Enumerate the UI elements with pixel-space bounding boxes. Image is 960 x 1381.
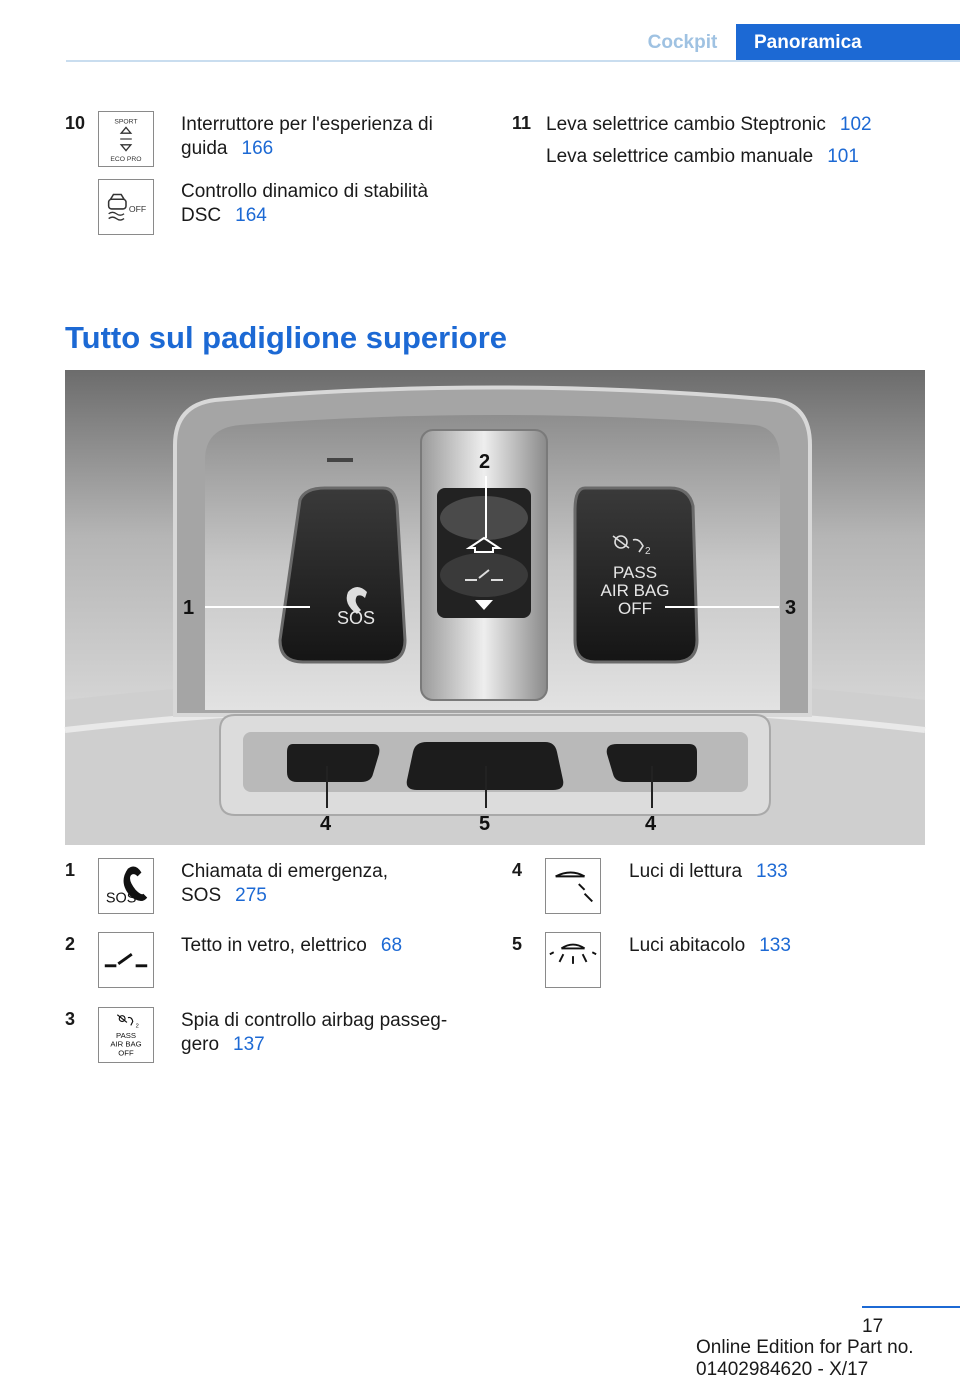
edition-note: Online Edition for Part no. 01402984620 - X/17 bbox=[696, 1337, 914, 1380]
item-number: 10 bbox=[65, 113, 86, 133]
icon-label: SOS bbox=[105, 890, 137, 907]
legend-text: Spia di controllo airbag passeg-gero bbox=[181, 1010, 448, 1055]
tab-panoramica[interactable]: Panoramica bbox=[736, 24, 960, 62]
legend-text: Luci abitacolo bbox=[629, 935, 746, 956]
legend-description bbox=[181, 860, 471, 908]
icon-label: ECO PRO bbox=[110, 156, 142, 164]
legend-description bbox=[181, 934, 471, 958]
legend-number: 1 bbox=[65, 860, 76, 880]
sunroof-icon bbox=[98, 932, 154, 988]
legend-number: 3 bbox=[65, 1009, 76, 1029]
legend-text: Tetto in vetro, elettrico bbox=[181, 935, 367, 956]
legend-number: 4 bbox=[512, 860, 523, 880]
icon-label: SPORT bbox=[114, 118, 138, 126]
item-number: 11 bbox=[512, 113, 532, 133]
icon-label: AIR BAG bbox=[110, 1039, 142, 1049]
item-description bbox=[546, 113, 926, 137]
airbag-sub-label: 2 bbox=[645, 546, 651, 557]
page-reference-link[interactable]: 133 bbox=[756, 861, 788, 882]
icon-label: OFF bbox=[118, 1048, 134, 1058]
callout-number: 3 bbox=[785, 597, 797, 619]
airbag-label-line: PASS bbox=[612, 563, 658, 582]
reading-light-icon bbox=[545, 858, 601, 914]
page-reference-link[interactable]: 101 bbox=[827, 146, 859, 167]
legend-text: Chiamata di emergenza, SOS bbox=[181, 861, 388, 906]
sos-button-label: SOS bbox=[337, 608, 376, 628]
page-reference-link[interactable]: 102 bbox=[839, 114, 872, 135]
callout-number: 1 bbox=[183, 597, 195, 619]
overhead-console-photo bbox=[65, 370, 925, 845]
airbag-label-line: OFF bbox=[618, 599, 652, 618]
page-reference-link[interactable]: 137 bbox=[233, 1034, 265, 1055]
passenger-airbag-off-icon bbox=[98, 1007, 154, 1063]
item-text: Controllo dinamico di stabilità DSC bbox=[181, 181, 429, 226]
page-reference-link[interactable]: 133 bbox=[759, 935, 791, 956]
legend-number: 2 bbox=[65, 934, 76, 954]
legend-description bbox=[181, 1009, 471, 1057]
item-description bbox=[546, 145, 926, 169]
legend-number: 5 bbox=[512, 934, 523, 954]
item-description bbox=[181, 113, 471, 161]
item-description bbox=[181, 180, 471, 228]
tab-cockpit[interactable]: Cockpit bbox=[647, 32, 718, 53]
callout-number: 4 bbox=[645, 813, 657, 835]
legend-description bbox=[629, 934, 929, 958]
footer-rule bbox=[862, 1306, 960, 1308]
page-reference-link[interactable]: 166 bbox=[241, 138, 274, 159]
callout-number: 4 bbox=[320, 813, 332, 835]
header-rule bbox=[66, 60, 960, 62]
item-text: Leva selettrice cambio Steptronic bbox=[546, 114, 826, 135]
item-text: Leva selettrice cambio manuale bbox=[546, 146, 814, 167]
callout-number: 2 bbox=[479, 451, 491, 473]
sos-icon bbox=[98, 858, 154, 914]
icon-label: 2 bbox=[135, 1023, 139, 1030]
page-number: 17 bbox=[862, 1316, 884, 1337]
page-reference-link[interactable]: 68 bbox=[380, 935, 403, 956]
dsc-off-icon bbox=[98, 179, 154, 235]
section-title: Tutto sul padiglione superiore bbox=[65, 320, 508, 355]
page-reference-link[interactable]: 275 bbox=[235, 885, 267, 906]
airbag-label-line: AIR BAG bbox=[600, 581, 670, 600]
legend-description bbox=[629, 860, 929, 884]
item-text: Interruttore per l'esperienza di guida bbox=[181, 114, 433, 159]
icon-label: PASS bbox=[116, 1030, 136, 1040]
icon-label: OFF bbox=[128, 203, 147, 214]
interior-light-icon bbox=[545, 932, 601, 988]
sport-eco-pro-icon bbox=[98, 111, 154, 167]
page-reference-link[interactable]: 164 bbox=[235, 205, 267, 226]
legend-text: Luci di lettura bbox=[629, 861, 743, 882]
callout-number: 5 bbox=[479, 813, 491, 835]
